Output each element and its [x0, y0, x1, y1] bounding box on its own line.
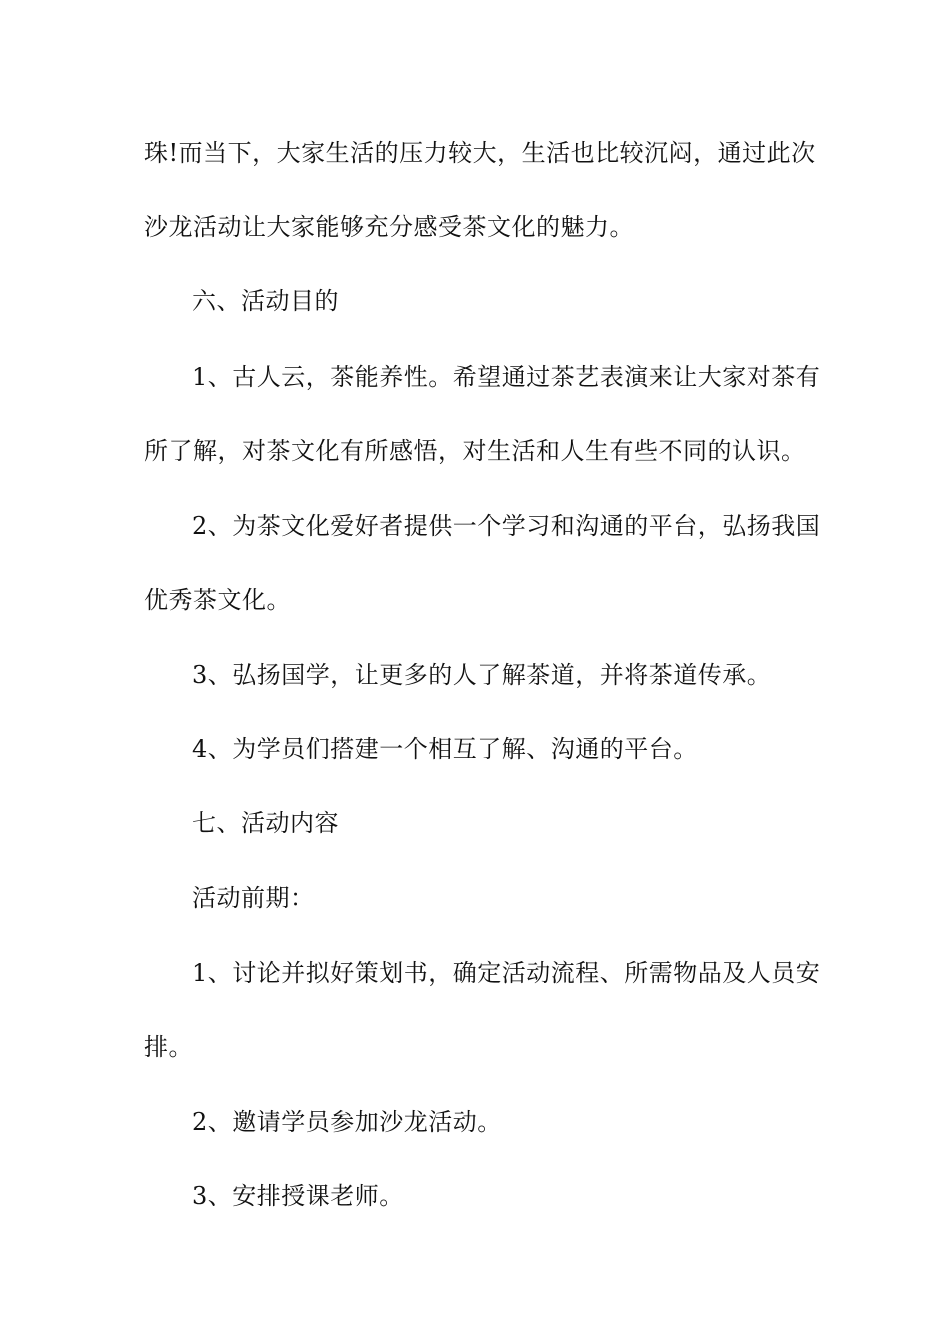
paragraph-line: 优秀茶文化。	[144, 586, 291, 614]
section-heading: 七、活动内容	[192, 809, 339, 837]
list-item: 4、为学员们搭建一个相互了解、沟通的平台。	[192, 735, 698, 763]
list-item: 2、为茶文化爱好者提供一个学习和沟通的平台，弘扬我国	[192, 512, 821, 540]
list-item: 3、安排授课老师。	[192, 1182, 404, 1210]
list-item: 1、古人云，茶能养性。希望通过茶艺表演来让大家对茶有	[192, 363, 821, 391]
list-item: 2、邀请学员参加沙龙活动。	[192, 1108, 502, 1136]
subheading: 活动前期：	[192, 884, 315, 912]
paragraph-line: 所了解，对茶文化有所感悟，对生活和人生有些不同的认识。	[144, 437, 806, 465]
section-heading: 六、活动目的	[192, 287, 339, 315]
list-item: 1、讨论并拟好策划书，确定活动流程、所需物品及人员安	[192, 959, 821, 987]
paragraph-line: 沙龙活动让大家能够充分感受茶文化的魅力。	[144, 213, 634, 241]
paragraph-line: 排。	[144, 1033, 193, 1061]
list-item: 3、弘扬国学，让更多的人了解茶道，并将茶道传承。	[192, 661, 772, 689]
paragraph-line: 珠!而当下，大家生活的压力较大，生活也比较沉闷，通过此次	[144, 139, 816, 167]
